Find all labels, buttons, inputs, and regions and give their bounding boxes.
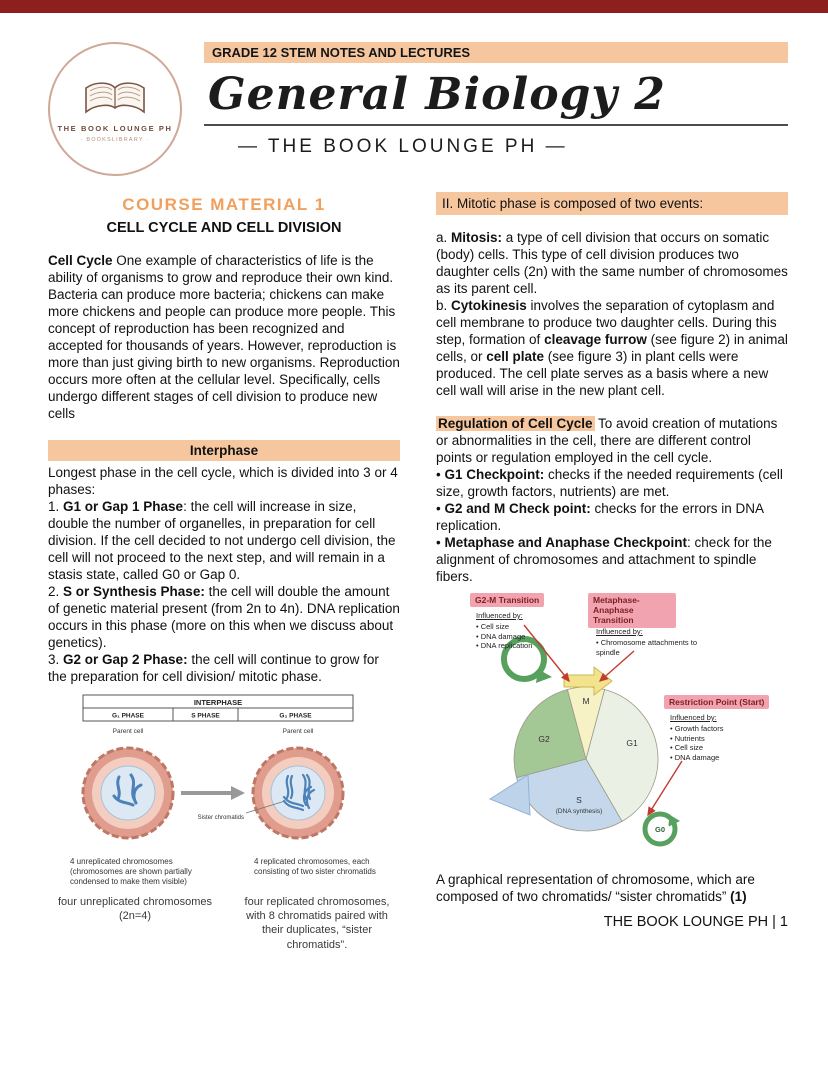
page-footer: THE BOOK LOUNGE PH | 1 [603, 914, 788, 930]
g0-label: G0 [654, 825, 666, 834]
cell-unreplicated [83, 748, 173, 838]
page-title: General Biology 2 [208, 69, 666, 120]
regulation-paragraph: Regulation of Cell Cycle To avoid creation of mutations or abnormalities in the cell, there are different control points or regulation employed in the cell cycle. [436, 416, 778, 465]
cell-cycle-figure [436, 591, 788, 863]
top-accent-bar [0, 0, 828, 13]
interphase-paragraph-3: 3. G2 or Gap 2 Phase: the cell will continue to grow for the preparation for cell division/ mitotic phase. [48, 651, 379, 684]
s-sector-sublabel: (DNA synthesis) [555, 808, 603, 815]
restriction-point-badge: Restriction Point (Start) [664, 695, 769, 709]
metaphase-anaphase-badge: Metaphase-Anaphase Transition [588, 593, 676, 628]
page-header [0, 0, 828, 176]
interphase-paragraph-1: 1. G1 or Gap 1 Phase: the cell will increase in size, double the number of organelles, in preparation for cell division. If the cell decided to not undergo cell division, the cell will not proceed to the next step, and will remain in a stasis state, called G0 or Gap 0. [48, 498, 396, 582]
checkpoint-g2m: • G2 and M Check point: checks for the errors in DNA replication. [436, 501, 764, 533]
interphase-figure [48, 693, 400, 952]
checkpoint-metaphase: • Metaphase and Anaphase Checkpoint: check for the alignment of chromosomes and attachment to spindle fibers. [436, 535, 772, 584]
left-column [48, 188, 400, 952]
logo-name: THE BOOK LOUNGE PH [57, 123, 173, 133]
arrow-right-icon [181, 786, 245, 800]
mitotic-phase-heading: II. Mitotic phase is composed of two events: [436, 192, 788, 215]
cell-replicated [253, 748, 343, 838]
sister-chromatids-label: Sister chromatids [197, 814, 244, 821]
interphase-heading: Interphase [48, 440, 400, 461]
topic-title: CELL CYCLE AND CELL DIVISION [106, 220, 342, 237]
intro-paragraph: Cell Cycle One example of characteristics of life is the ability of organisms to grow and reproduce their own kind. Bacteria can produce more bacteria; chickens can make more chickens and people can produce more people. This concept of reproduction has been recognized and accepted for thousands of years. However, reproduction is more than just giving birth to new organisms. Reproduction occurs more often at the cellular level. Specifically, cells undergo different stages of cell division to produce new cells [48, 252, 400, 421]
parent-cell-left-label: Parent cell [112, 727, 144, 735]
g2m-influenced-block [476, 611, 566, 651]
influenced-by-list: • Cell size • DNA damage • DNA replication [476, 621, 533, 651]
influenced-by-title: Influenced by: [476, 611, 523, 620]
ma-influenced-block [596, 627, 706, 657]
rp-influenced-block [670, 713, 780, 763]
g2-phase-label: G₂ PHASE [279, 712, 312, 720]
checkpoint-g1: • G1 Checkpoint: checks if the needed requirements (cell size, growth factors, nutrients) are met. [436, 467, 783, 499]
m-sector-label: M [582, 696, 590, 706]
figure1-header-label: INTERPHASE [193, 697, 243, 707]
two-column-body [0, 176, 828, 952]
cytokinesis-paragraph: b. Cytokinesis involves the separation of cytoplasm and cell membrane to produce two daughter cells. During this step, formation of cleavage furrow (see figure 2) in animal cells, or cell plate (see figure 3) in plant cells were produced. The cell plate serves as a basis where a new cell wall will arise in the new plant cell. [436, 298, 788, 398]
figure1-caption-right: four replicated chromosomes, with 8 chromatids paired with their duplicates, “sister chromatids”. [244, 895, 390, 951]
mitosis-paragraph: a. Mitosis: a type of cell division that occurs on somatic (body) cells. This type of cell division produces two daughter cells (2n) with the same number of chromosomes as its parent cell. [436, 230, 788, 296]
influenced-by-title: Influenced by: [596, 627, 643, 636]
g2-sector-label: G2 [538, 734, 550, 744]
figure1-note-left: 4 unreplicated chromosomes (chromosomes are shown partially condensed to make them visible) [70, 856, 192, 886]
header-kicker: GRADE 12 STEM NOTES AND LECTURES [204, 42, 788, 63]
open-book-icon [80, 76, 150, 120]
figure1-caption-left: four unreplicated chromosomes (2n=4) [57, 895, 213, 922]
course-material-label: COURSE MATERIAL 1 [122, 195, 326, 214]
figure1-note-right: 4 replicated chromosomes, each consisting of two sister chromatids [254, 856, 376, 876]
parent-cell-right-label: Parent cell [282, 727, 314, 735]
influenced-by-title: Influenced by: [670, 713, 717, 722]
interphase-diagram [48, 693, 388, 851]
g2m-transition-badge: G2-M Transition [470, 593, 544, 607]
influenced-by-list: • Growth factors • Nutrients • Cell size • DNA damage [670, 723, 724, 762]
interphase-paragraph-2: 2. S or Synthesis Phase: the cell will double the amount of genetic material present (from 2n to 4n). DNA replication occurs in this phase (more on this when we discuss about genetics). [48, 583, 400, 650]
interphase-paragraph-0: Longest phase in the cell cycle, which is divided into 3 or 4 phases: [48, 464, 398, 497]
g1-sector-label: G1 [626, 738, 638, 748]
figure1-notes [48, 857, 400, 887]
s-phase-arrow-icon [490, 775, 530, 815]
s-sector-label: S [576, 795, 582, 805]
header-divider [204, 124, 788, 126]
logo-subtitle: · BOOKSLIBRARY · [80, 136, 150, 143]
figure1-captions [48, 895, 400, 952]
figure2-caption: A graphical representation of chromosome, which are composed of two chromatids/ “sister chromatids” (1) [436, 872, 755, 904]
logo [48, 42, 182, 176]
header-right [204, 42, 788, 176]
right-column [436, 188, 788, 952]
header-subtitle: — THE BOOK LOUNGE PH — [238, 136, 568, 157]
influenced-by-list: • Chromosome attachments to spindle [596, 637, 698, 657]
s-phase-label: S PHASE [191, 712, 220, 720]
g1-phase-label: G₁ PHASE [112, 712, 144, 720]
